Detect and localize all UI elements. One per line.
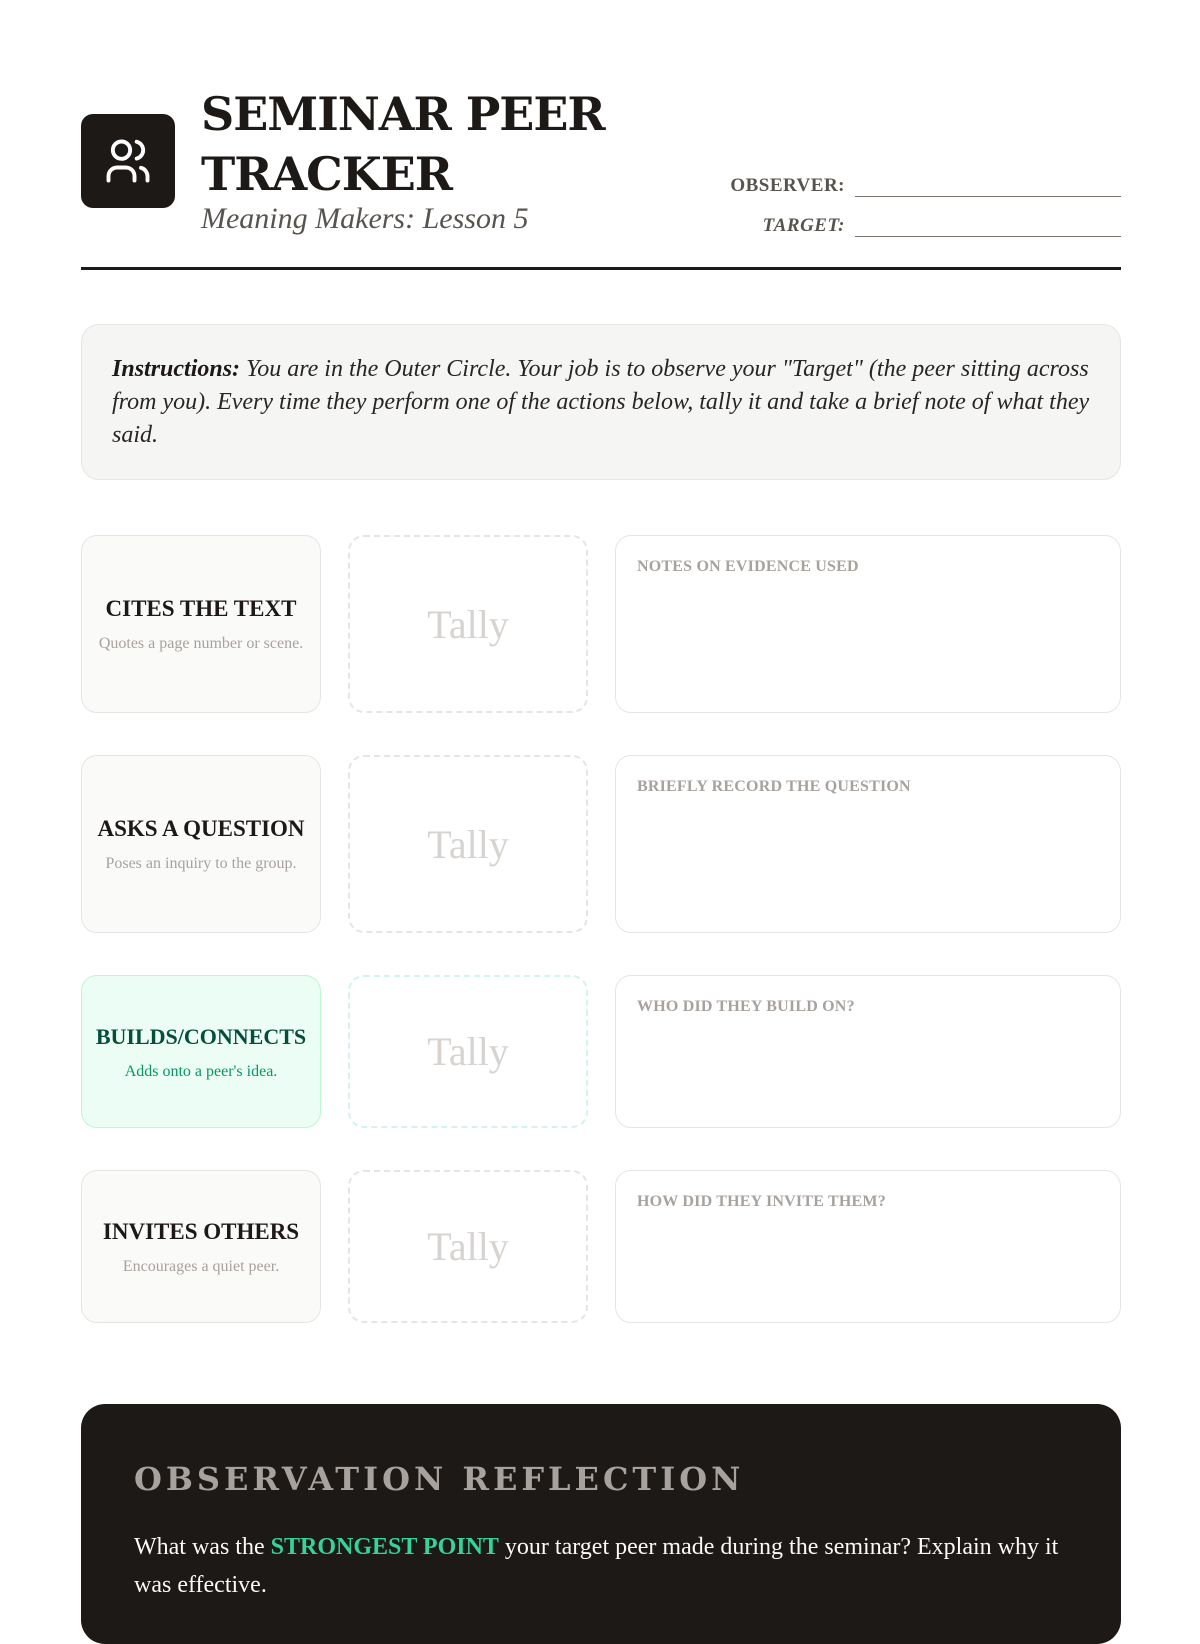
notes-box[interactable] [615, 755, 1121, 933]
reflection-prompt-start: What was the [134, 1534, 271, 1560]
instructions-text: You are in the Outer Circle. Your job is to observe your "Target" (the peer sitting across from you). Every time they perform one of the actions below, tally it and take a brief note of what they said. [112, 356, 1090, 448]
target-field-row [763, 210, 1121, 237]
notes-box[interactable] [615, 1170, 1121, 1323]
criterion-card [81, 535, 321, 713]
instructions-box [81, 324, 1121, 480]
criterion-row-cites-text [81, 535, 1121, 713]
title-line-1: SEMINAR PEER [201, 87, 605, 141]
criterion-description: Encourages a quiet peer. [122, 1257, 280, 1275]
observer-label: OBSERVER: [730, 175, 845, 196]
header [81, 84, 1121, 268]
criterion-card [81, 975, 321, 1128]
criterion-title: INVITES OTHERS [102, 1218, 300, 1244]
tally-box[interactable]: Tally [348, 975, 588, 1128]
notes-label: NOTES ON EVIDENCE USED [637, 558, 859, 575]
criterion-description: Quotes a page number or scene. [98, 635, 304, 652]
title-line-2: TRACKER [201, 147, 453, 201]
observer-field-row [730, 170, 1121, 197]
reflection-title: OBSERVATION REFLECTION [134, 1460, 745, 1498]
notes-label: HOW DID THEY INVITE THEM? [637, 1193, 886, 1210]
criterion-card [81, 755, 321, 933]
criterion-description: Adds onto a peer's idea. [124, 1062, 278, 1080]
criterion-row-invites-others [81, 1170, 1121, 1323]
tally-box[interactable]: Tally [348, 535, 588, 713]
criterion-card [81, 1170, 321, 1323]
notes-box[interactable] [615, 535, 1121, 713]
criterion-title: BUILDS/CONNECTS [95, 1023, 307, 1049]
header-divider [81, 267, 1121, 270]
criterion-row-asks-question [81, 755, 1121, 933]
notes-box[interactable] [615, 975, 1121, 1128]
tally-box[interactable]: Tally [348, 755, 588, 933]
reflection-panel [81, 1404, 1121, 1644]
criterion-title: ASKS A QUESTION [97, 816, 305, 841]
page-subtitle: Meaning Makers: Lesson 5 [201, 202, 529, 235]
users-icon [81, 114, 175, 208]
reflection-prompt [134, 1528, 1068, 1604]
observer-field[interactable] [855, 170, 1121, 197]
tally-box[interactable]: Tally [348, 1170, 588, 1323]
target-label: TARGET: [762, 215, 845, 236]
notes-label: WHO DID THEY BUILD ON? [637, 998, 855, 1015]
criterion-description: Poses an inquiry to the group. [105, 855, 297, 872]
page-title [201, 84, 605, 204]
instructions-label: Instructions: [112, 356, 241, 382]
target-field[interactable] [855, 210, 1121, 237]
criterion-title: CITES THE TEXT [105, 596, 297, 621]
reflection-prompt-end: your target peer made during the seminar? Explain why it was effective. [134, 1534, 1059, 1598]
reflection-highlight: STRONGEST POINT [270, 1534, 499, 1560]
criterion-row-builds-connects [81, 975, 1121, 1128]
notes-label: BRIEFLY RECORD THE QUESTION [637, 778, 911, 795]
